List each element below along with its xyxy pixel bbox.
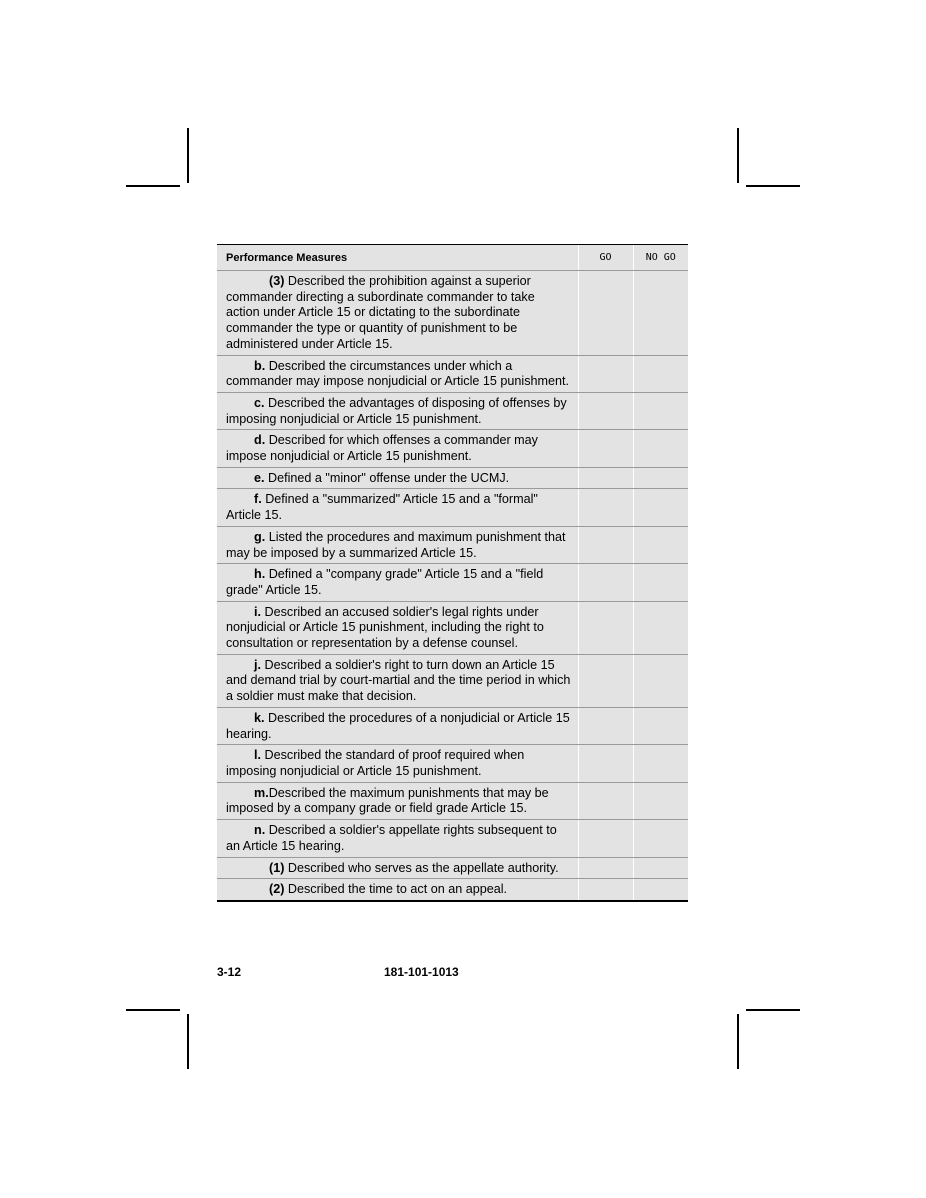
footer-doc-number: 181-101-1013 xyxy=(384,965,459,979)
measure-text: Defined a "minor" offense under the UCMJ. xyxy=(268,470,510,485)
measure-label: (1) xyxy=(269,860,285,875)
measure-label: k. xyxy=(254,710,265,725)
measure-cell xyxy=(217,879,578,900)
nogo-cell[interactable] xyxy=(633,820,688,857)
crop-mark-top-left-vertical xyxy=(187,128,189,183)
go-cell[interactable] xyxy=(578,564,633,601)
measure-label: n. xyxy=(254,823,266,838)
go-cell[interactable] xyxy=(578,745,633,782)
measure-cell xyxy=(217,745,578,782)
measure-cell xyxy=(217,564,578,601)
go-cell[interactable] xyxy=(578,271,633,356)
nogo-cell[interactable] xyxy=(633,271,688,356)
nogo-cell[interactable] xyxy=(633,782,688,819)
performance-measures-table xyxy=(217,244,688,902)
measure-label: e. xyxy=(254,470,265,485)
go-cell[interactable] xyxy=(578,392,633,429)
nogo-cell[interactable] xyxy=(633,355,688,392)
go-cell[interactable] xyxy=(578,782,633,819)
measure-cell xyxy=(217,467,578,489)
crop-mark-bottom-right-horizontal xyxy=(746,1009,800,1011)
measure-cell xyxy=(217,271,578,356)
measure-label: h. xyxy=(254,567,266,582)
measure-label: c. xyxy=(254,395,265,410)
nogo-cell[interactable] xyxy=(633,392,688,429)
measure-cell xyxy=(217,355,578,392)
measure-label: g. xyxy=(254,529,266,544)
measure-text: Defined a "company grade" Article 15 and a "field grade" Article 15. xyxy=(226,567,544,597)
measure-text: Described the prohibition against a superior commander directing a subordinate commander to take action under Article 15 or dictating to the subordinate commander the type or quantity of punishment to be administered under Article 15. xyxy=(226,274,535,351)
table-row xyxy=(217,820,688,857)
nogo-cell[interactable] xyxy=(633,707,688,744)
measure-text: Described a soldier's right to turn down an Article 15 and demand trial by court-martial and the time period in which a soldier must make that decision. xyxy=(226,657,571,704)
nogo-cell[interactable] xyxy=(633,654,688,707)
measure-text: Described an accused soldier's legal rights under nonjudicial or Article 15 punishment, including the right to consultation or representation by a defense counsel. xyxy=(226,604,544,651)
go-cell[interactable] xyxy=(578,879,633,900)
go-cell[interactable] xyxy=(578,601,633,654)
measure-cell xyxy=(217,820,578,857)
crop-mark-bottom-right-vertical xyxy=(737,1014,739,1069)
table-row xyxy=(217,526,688,563)
nogo-cell[interactable] xyxy=(633,430,688,467)
nogo-cell[interactable] xyxy=(633,526,688,563)
table-row xyxy=(217,857,688,879)
go-cell[interactable] xyxy=(578,654,633,707)
table-row xyxy=(217,430,688,467)
measure-label: f. xyxy=(254,492,262,507)
crop-mark-top-right-horizontal xyxy=(746,185,800,187)
measure-text: Described the advantages of disposing of offenses by imposing nonjudicial or Article 15 punishment. xyxy=(226,395,567,426)
measure-text: Described the circumstances under which a commander may impose nonjudicial or Article 15 punishment. xyxy=(226,358,569,389)
measure-text: Described a soldier's appellate rights subsequent to an Article 15 hearing. xyxy=(226,823,557,853)
measure-cell xyxy=(217,489,578,526)
measure-text: Described for which offenses a commander may impose nonjudicial or Article 15 punishment. xyxy=(226,433,538,464)
table-header-row xyxy=(217,245,688,271)
measure-label: d. xyxy=(254,433,266,448)
table-row xyxy=(217,564,688,601)
table-row xyxy=(217,879,688,900)
measure-text: Described the procedures of a nonjudicial or Article 15 hearing. xyxy=(226,710,570,741)
measure-label: i. xyxy=(254,604,261,619)
table-row xyxy=(217,355,688,392)
go-cell[interactable] xyxy=(578,430,633,467)
measure-text: Defined a "summarized" Article 15 and a "formal" Article 15. xyxy=(226,492,538,523)
go-cell[interactable] xyxy=(578,526,633,563)
table-row xyxy=(217,467,688,489)
measure-cell xyxy=(217,392,578,429)
table-row xyxy=(217,707,688,744)
go-cell[interactable] xyxy=(578,489,633,526)
table-row xyxy=(217,392,688,429)
crop-mark-bottom-left-vertical xyxy=(187,1014,189,1069)
crop-mark-top-left-horizontal xyxy=(126,185,180,187)
table-row xyxy=(217,782,688,819)
measure-text: Described the maximum punishments that may be imposed by a company grade or field grade Article 15. xyxy=(226,785,549,816)
go-cell[interactable] xyxy=(578,467,633,489)
nogo-cell[interactable] xyxy=(633,879,688,900)
header-performance-measures: Performance Measures xyxy=(217,245,578,271)
go-cell[interactable] xyxy=(578,820,633,857)
measure-cell xyxy=(217,526,578,563)
table-row xyxy=(217,601,688,654)
nogo-cell[interactable] xyxy=(633,857,688,879)
measure-cell xyxy=(217,707,578,744)
measure-text: Described who serves as the appellate authority. xyxy=(287,860,559,875)
nogo-cell[interactable] xyxy=(633,601,688,654)
nogo-cell[interactable] xyxy=(633,467,688,489)
nogo-cell[interactable] xyxy=(633,489,688,526)
nogo-cell[interactable] xyxy=(633,745,688,782)
footer-page-number: 3-12 xyxy=(217,965,242,979)
crop-mark-bottom-left-horizontal xyxy=(126,1009,180,1011)
measure-text: Described the time to act on an appeal. xyxy=(287,882,508,897)
table-row xyxy=(217,489,688,526)
go-cell[interactable] xyxy=(578,707,633,744)
measure-label: (2) xyxy=(269,882,285,897)
measure-cell xyxy=(217,654,578,707)
header-go: GO xyxy=(578,245,633,271)
go-cell[interactable] xyxy=(578,355,633,392)
measure-label: j. xyxy=(254,657,261,672)
measure-cell xyxy=(217,857,578,879)
table-row xyxy=(217,271,688,356)
go-cell[interactable] xyxy=(578,857,633,879)
crop-mark-top-right-vertical xyxy=(737,128,739,183)
measure-cell xyxy=(217,430,578,467)
header-nogo: NO GO xyxy=(633,245,688,271)
table-row xyxy=(217,654,688,707)
measure-text: Described the standard of proof required when imposing nonjudicial or Article 15 punishment. xyxy=(226,748,525,778)
measure-cell xyxy=(217,782,578,819)
table-row xyxy=(217,745,688,782)
measure-text: Listed the procedures and maximum punishment that may be imposed by a summarized Article 15. xyxy=(226,529,566,560)
measure-label: l. xyxy=(254,748,261,763)
measure-label: b. xyxy=(254,358,266,373)
nogo-cell[interactable] xyxy=(633,564,688,601)
measure-label: (3) xyxy=(269,274,285,288)
measure-label: m. xyxy=(254,785,269,800)
measure-cell xyxy=(217,601,578,654)
